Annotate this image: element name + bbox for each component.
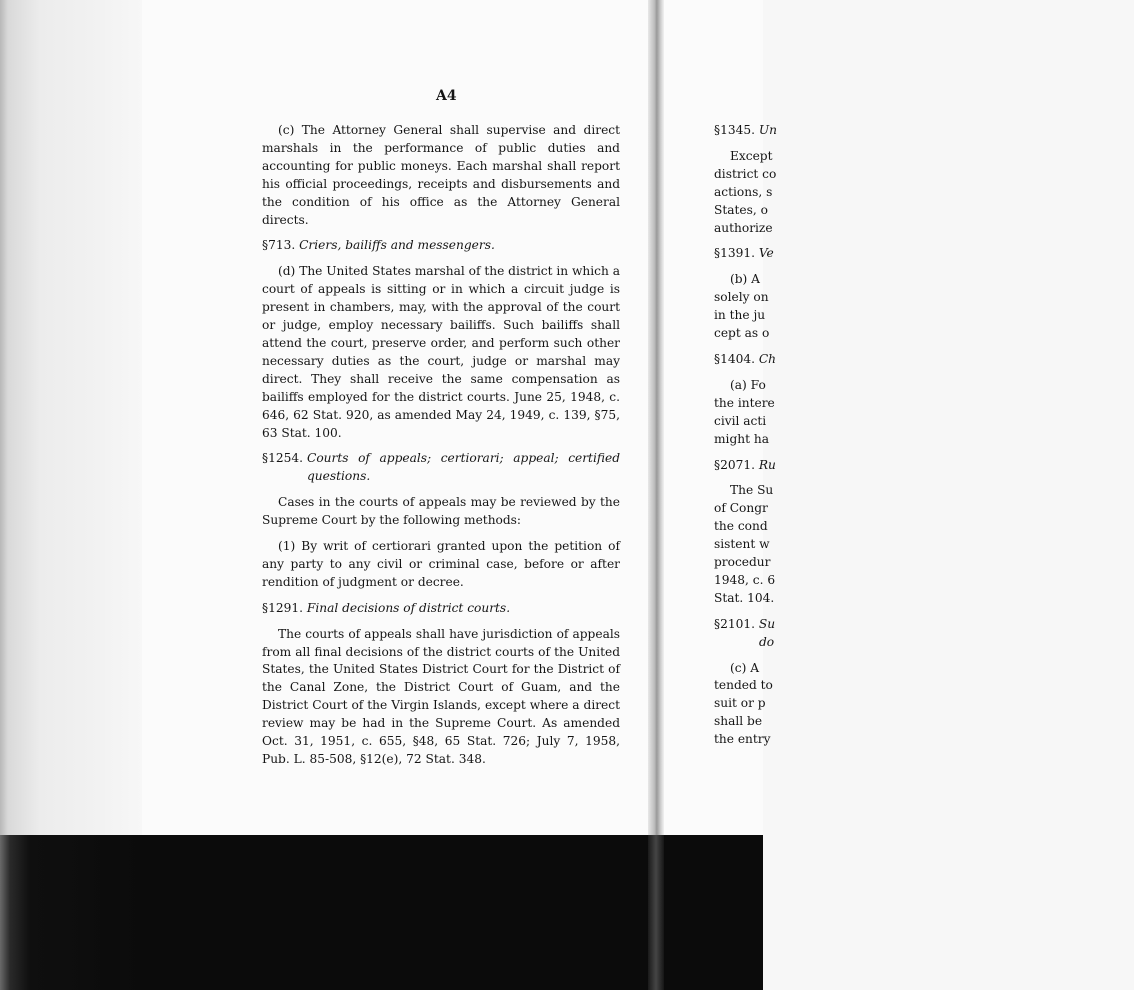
- text-line: shall be: [714, 714, 763, 729]
- text-line: district co: [714, 166, 777, 181]
- paragraph-1291: The courts of appeals shall have jurisdiction of appeals from all final decisions of the district courts of the United States, the United States District Court for the District of the Canal Zone, the District Court of Guam, and the District Court of the Virgin Islands, except where a direct review may be had in the Supreme Court. As amended Oct. 31, 1951, c. 655, §48, 65 Stat. 726; July 7, 1958, Pub. L. 85-508, §12(e), 72 Stat. 348.: [262, 626, 620, 766]
- section-2101-title-cont: do: [759, 634, 775, 649]
- page-number: A4: [436, 88, 457, 104]
- text-line: authorize: [714, 220, 773, 235]
- text-line: of Congr: [714, 501, 768, 516]
- section-2101-title: Su: [758, 616, 776, 631]
- paragraph-cases: Cases in the courts of appeals may be reviewed by the Supreme Court by the following methods:: [262, 495, 620, 528]
- paragraph-d: (d) The United States marshal of the district in which a court of appeals is sitting or in which a circuit judge is present in chambers, may, with the approval of the court or judge, employ necessary bailiffs. Such bailiffs shall attend the court, preserve order, and perform such other necessary duties as the court, judge or marshal may direct. They shall receive the same compensation as bailiffs employed for the district courts. June 25, 1948, c. 646, 62 Stat. 920, as amended May 24, 1949, c. 139, §75, 63 Stat. 100.: [262, 264, 620, 440]
- gutter-bottom: [648, 835, 664, 990]
- section-2071-heading: [714, 457, 1134, 475]
- text-line: Stat. 104.: [714, 590, 775, 605]
- text-line: 1948, c. 6: [714, 572, 776, 587]
- section-713-title: Criers, bailiffs and messengers.: [299, 238, 495, 253]
- text-line: the intere: [714, 395, 775, 410]
- text-line: solely on: [714, 290, 769, 305]
- section-1391-title: Ve: [758, 246, 774, 261]
- paragraph-c: (c) The Attorney General shall supervise and direct marshals in the performance of public duties and accounting for public moneys. Each marshal shall report his official proceedings, receipts and disbursements and the condition of his office as the Attorney General directs.: [262, 123, 620, 227]
- section-1345-title: Un: [758, 123, 777, 137]
- paragraph-1: (1) By writ of certiorari granted upon the petition of any party to any civil or criminal case, before or after rendition of judgment or decree.: [262, 539, 620, 589]
- section-2101-number: §2101.: [714, 616, 755, 631]
- text-line: the entry: [714, 732, 771, 747]
- section-1345-text: [714, 148, 1134, 238]
- section-713-number: §713.: [262, 238, 296, 253]
- text-line: (a) Fo: [730, 377, 766, 392]
- text-line: The Su: [730, 483, 774, 498]
- section-1404-number: §1404.: [714, 351, 755, 366]
- text-line: in the ju: [714, 308, 766, 323]
- text-line: actions, s: [714, 184, 773, 199]
- section-1391-text: [714, 271, 1134, 343]
- section-2071-number: §2071.: [714, 457, 755, 472]
- section-2071-text: [714, 482, 1134, 607]
- text-line: (c) A: [730, 660, 760, 675]
- text-line: might ha: [714, 431, 769, 446]
- text-line: (b) A: [730, 272, 760, 287]
- section-1291-number: §1291.: [262, 600, 303, 615]
- section-2101-text: [714, 660, 1134, 750]
- text-line: civil acti: [714, 413, 767, 428]
- text-line: the cond: [714, 519, 768, 534]
- section-1291-title: Final decisions of district courts.: [306, 600, 511, 615]
- section-1254-title: Courts of appeals; certiorari; appeal; certified questions.: [307, 451, 620, 484]
- section-713-heading: [262, 237, 620, 255]
- text-line: tended to: [714, 678, 773, 693]
- right-text-column-cropped: [714, 122, 1134, 757]
- text-line: sistent w: [714, 537, 770, 552]
- section-1404-title: Ch: [758, 351, 777, 366]
- section-2101-heading: [714, 616, 1134, 652]
- text-line: suit or p: [714, 696, 766, 711]
- text-line: States, o: [714, 202, 768, 217]
- section-1345-number: §1345.: [714, 123, 755, 137]
- text-line: Except: [730, 148, 773, 163]
- section-1254-number: §1254.: [262, 451, 303, 466]
- section-1291-heading: [262, 600, 620, 618]
- section-1254-heading: [262, 450, 620, 486]
- left-text-column: [262, 122, 620, 777]
- scan-bottom-left-corner: [0, 835, 142, 990]
- section-2071-title: Ru: [758, 457, 776, 472]
- section-1404-heading: [714, 351, 1134, 369]
- text-line: cept as o: [714, 326, 770, 341]
- section-1404-text: [714, 377, 1134, 449]
- section-1391-heading: [714, 245, 1134, 263]
- section-1391-number: §1391.: [714, 246, 755, 261]
- text-line: procedur: [714, 555, 771, 570]
- section-1345-heading: [714, 122, 1134, 140]
